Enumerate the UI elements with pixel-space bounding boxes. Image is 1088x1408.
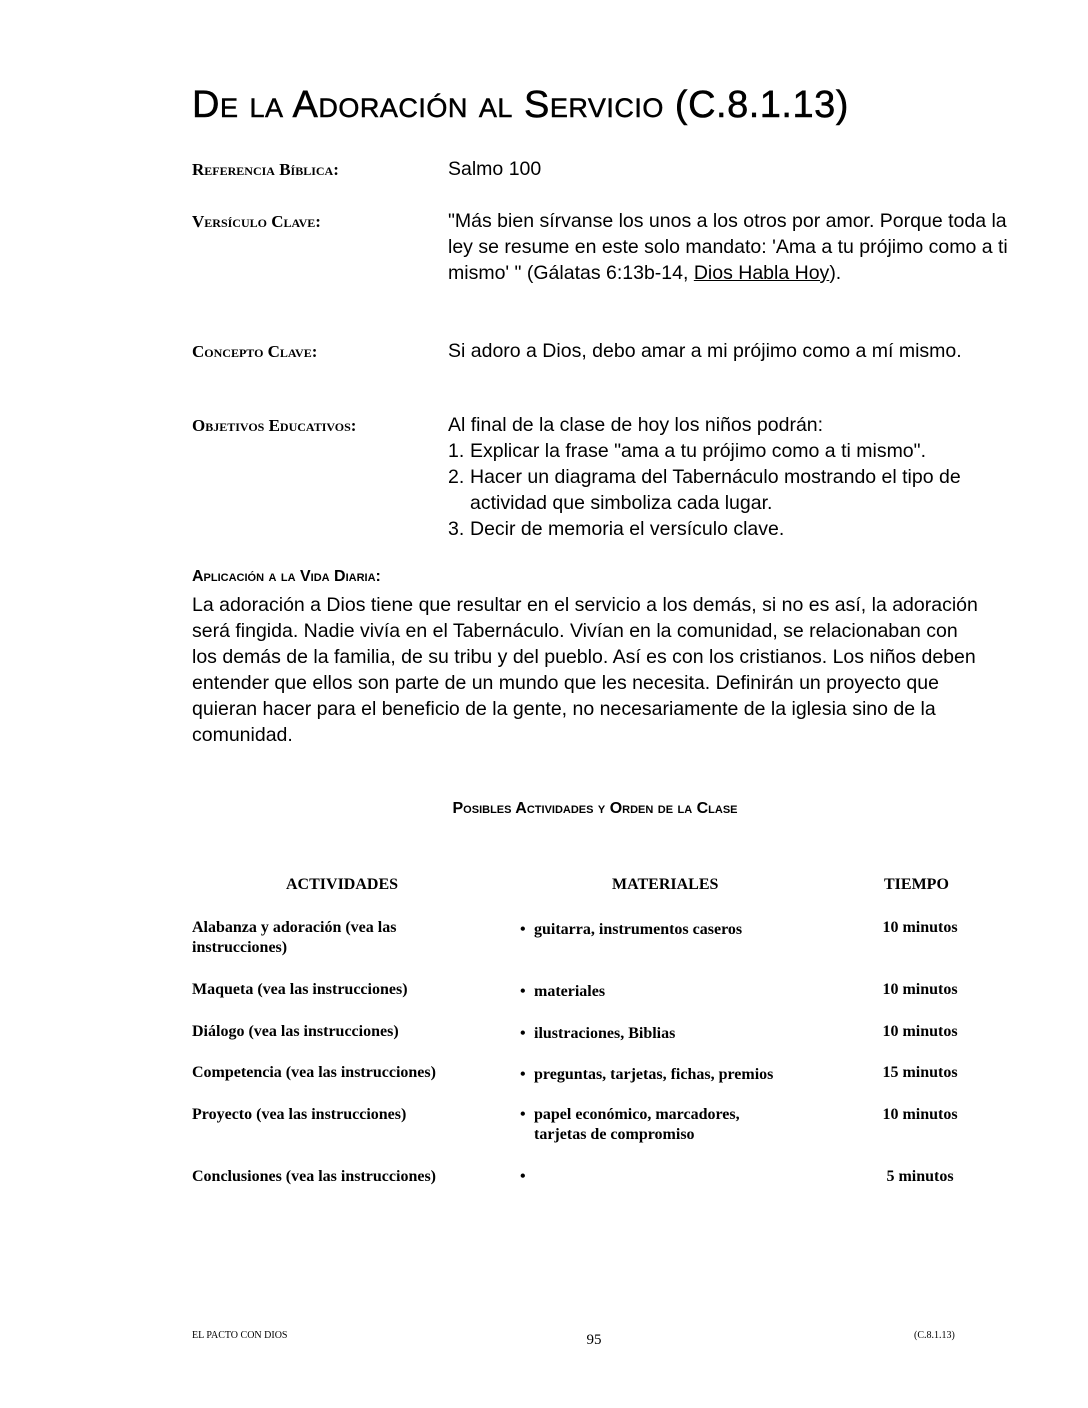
key-concept-value: Si adoro a Dios, debo amar a mi prójimo como a mí mismo.: [448, 340, 962, 362]
activities-section-title: Posibles Actividades y Orden de la Clase: [452, 800, 738, 817]
footer-lesson-code: (C.8.1.13): [914, 1330, 955, 1341]
bullet-icon: •: [520, 983, 526, 1000]
table-row-materials: • preguntas, tarjetas, fichas, premios: [520, 1066, 774, 1083]
time-column-header: TIEMPO: [884, 876, 949, 893]
page-title: De la Adoración al Servicio (C.8.1.13): [192, 84, 849, 126]
bullet-icon: •: [520, 1066, 526, 1083]
table-row-materials: • materiales: [520, 983, 606, 1000]
bible-version-link: Dios Habla Hoy: [693, 262, 830, 284]
table-row-time: 10 minutos: [882, 981, 958, 998]
daily-life-application-text: La adoración a Dios tiene que resultar en el servicio a los demás, si no es así, la adoración será fingida. Nadie vivía en el Tabernáculo. Vivían en la comunidad, se relacionaban con los demás de la familia, de su tribu y del pueblo. Así es con los cristianos. Los niños deben entender que ellos son parte de un mundo que les necesita. Definirán un proyecto que quieran hacer para el beneficio de la gente, no necesariamente de la iglesia sino de la comunidad.: [192, 594, 978, 746]
objective-item: 1. Explicar la frase "ama a tu prójimo como a ti mismo".: [448, 440, 926, 462]
bible-reference-label: Referencia Bíblica:: [192, 160, 339, 179]
key-verse-value: [448, 208, 1008, 286]
bullet-icon: •: [520, 1025, 526, 1042]
educational-objectives-label: Objetivos Educativos:: [192, 416, 357, 435]
bible-reference-value: Salmo 100: [448, 158, 542, 180]
footer-book-title: EL PACTO CON DIOS: [192, 1330, 288, 1341]
page-number: 95: [586, 1332, 602, 1348]
objectives-intro: Al final de la clase de hoy los niños podrán:: [448, 414, 824, 436]
key-verse-text: "Más bien sírvanse los unos a los otros por amor. Porque toda la ley se resume en este solo mandato: 'Ama a tu prójimo como a ti mismo' " (Gálatas 6:13b-14,: [448, 210, 1008, 284]
materials-column-header: MATERIALES: [612, 876, 719, 893]
table-row-time: 10 minutos: [882, 1106, 958, 1123]
table-row-activity: Alabanza y adoración (vea las instrucciones): [192, 919, 397, 956]
bullet-icon: •: [520, 1168, 526, 1185]
educational-objectives-value: [448, 412, 993, 542]
objectives-list: [448, 438, 993, 542]
table-row-time: 15 minutos: [882, 1064, 958, 1081]
table-row-time: 10 minutos: [882, 1023, 958, 1040]
table-row-activity: Diálogo (vea las instrucciones): [192, 1023, 399, 1040]
table-row-activity: Competencia (vea las instrucciones): [192, 1064, 436, 1081]
daily-life-application-label: Aplicación a la Vida Diaria:: [192, 568, 381, 585]
objective-item: 3. Decir de memoria el versículo clave.: [448, 518, 785, 540]
table-row-materials: • papel económico, marcadores, tarjetas de compromiso: [520, 1106, 740, 1143]
objective-item: 2. Hacer un diagrama del Tabernáculo mostrando el tipo de actividad que simboliza cada lugar.: [448, 466, 961, 514]
table-row-materials: • guitarra, instrumentos caseros: [520, 921, 743, 938]
table-row-time: 5 minutos: [886, 1168, 954, 1185]
table-row-materials: • ilustraciones, Biblias: [520, 1025, 676, 1042]
table-row-time: 10 minutos: [882, 919, 958, 936]
bullet-icon: •: [520, 1106, 526, 1123]
key-verse-end: ).: [829, 262, 842, 284]
key-verse-label: Versículo Clave:: [192, 212, 321, 231]
table-row-activity: Maqueta (vea las instrucciones): [192, 981, 408, 998]
table-row-activity: Conclusiones (vea las instrucciones): [192, 1168, 436, 1185]
bullet-icon: •: [520, 921, 526, 938]
key-concept-label: Concepto Clave:: [192, 342, 318, 361]
table-row-activity: Proyecto (vea las instrucciones): [192, 1106, 407, 1123]
activities-column-header: ACTIVIDADES: [286, 876, 399, 893]
